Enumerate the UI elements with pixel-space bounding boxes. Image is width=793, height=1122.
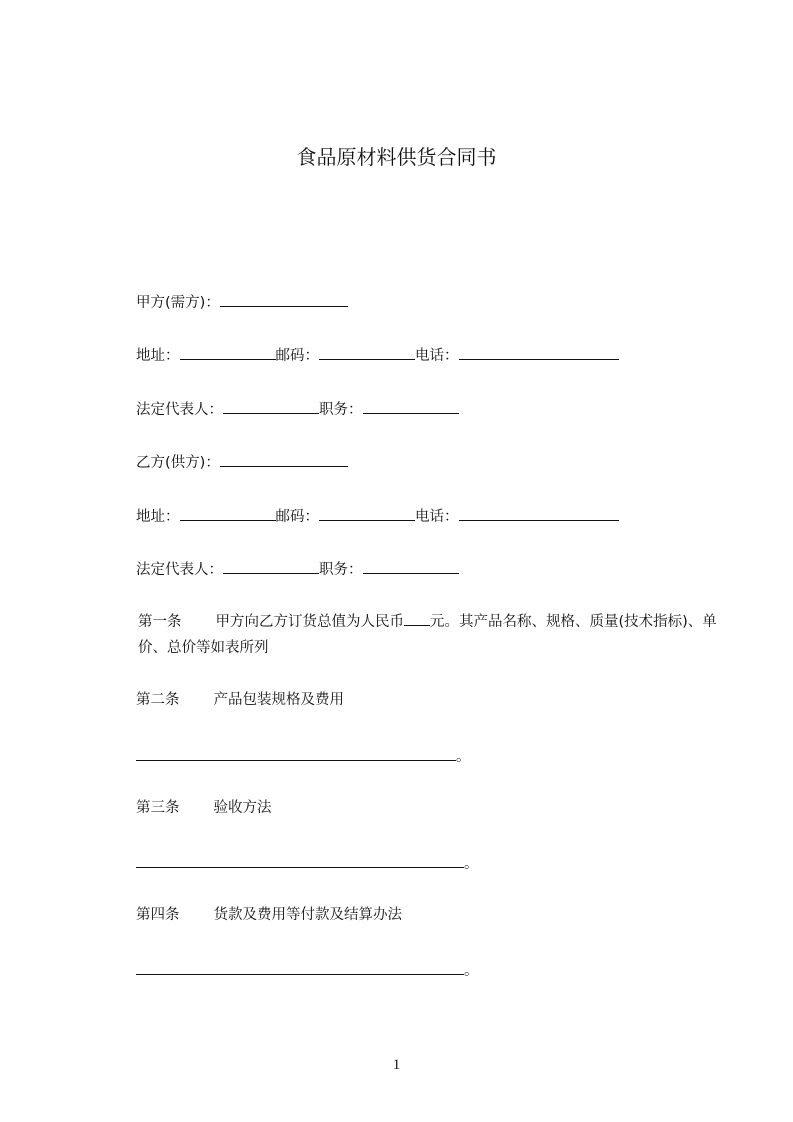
article-3-blank: [136, 852, 464, 868]
party-a-address-label: 地址：: [136, 348, 180, 364]
party-a-address-blank: [180, 344, 276, 360]
party-b-rep-label: 法定代表人：: [136, 562, 223, 578]
article-1-heading: 第一条: [138, 614, 182, 630]
article-3-fill-line: [136, 852, 479, 874]
party-a-rep-label: 法定代表人：: [136, 402, 223, 418]
party-b-postcode-label: 邮码：: [275, 509, 319, 525]
party-a-position-label: 职务：: [319, 402, 363, 418]
article-4-end: 。: [464, 963, 479, 979]
article-1-text-after: 元。其产品名称、规格、质量(技术指标)、单价、总价等如表所列: [138, 614, 717, 656]
party-b-blank: [220, 451, 348, 467]
party-a-rep-blank: [223, 398, 319, 414]
article-3-end: 。: [464, 856, 479, 872]
article-3-heading: 第三条: [136, 800, 180, 816]
page-number: 1: [392, 1057, 401, 1073]
article-1-amount-blank: [404, 610, 430, 626]
document-title: 食品原材料供货合同书: [296, 145, 497, 169]
article-2-heading: 第二条: [136, 692, 180, 708]
party-b-postcode-blank: [319, 505, 415, 521]
party-a-phone-blank: [459, 344, 619, 360]
article-1: [104, 609, 738, 661]
party-a-phone-label: 电话：: [415, 348, 459, 364]
party-b-contact-line: [136, 505, 619, 527]
article-4-blank: [136, 959, 464, 975]
party-b-address-label: 地址：: [136, 509, 180, 525]
article-3-heading-line: [136, 798, 272, 818]
party-b-rep-blank: [223, 558, 319, 574]
party-a-blank: [220, 291, 348, 307]
party-a-postcode-blank: [319, 344, 415, 360]
article-1-text-before: 甲方向乙方订货总值为人民币: [215, 614, 404, 630]
article-2-end: 。: [456, 749, 471, 765]
article-4-heading-line: [136, 905, 402, 925]
party-b-position-blank: [363, 558, 459, 574]
party-a-postcode-label: 邮码：: [275, 348, 319, 364]
party-a-position-blank: [363, 398, 459, 414]
party-b-line: [136, 451, 348, 473]
article-2-heading-line: [136, 690, 344, 710]
party-a-label: 甲方(需方)：: [136, 295, 220, 311]
party-b-address-blank: [180, 505, 276, 521]
party-b-phone-blank: [459, 505, 619, 521]
party-b-rep-line: [136, 558, 459, 580]
party-a-rep-line: [136, 398, 459, 420]
article-2-fill-line: [136, 745, 471, 767]
article-4-fill-line: [136, 959, 479, 981]
party-a-line: [136, 291, 348, 313]
party-b-phone-label: 电话：: [415, 509, 459, 525]
party-b-label: 乙方(供方)：: [136, 455, 220, 471]
article-3-title: 验收方法: [213, 800, 272, 816]
article-4-title: 货款及费用等付款及结算办法: [213, 907, 402, 923]
article-2-title: 产品包装规格及费用: [213, 692, 344, 708]
party-a-contact-line: [136, 344, 619, 366]
article-4-heading: 第四条: [136, 907, 180, 923]
article-2-blank: [136, 745, 456, 761]
party-b-position-label: 职务：: [319, 562, 363, 578]
